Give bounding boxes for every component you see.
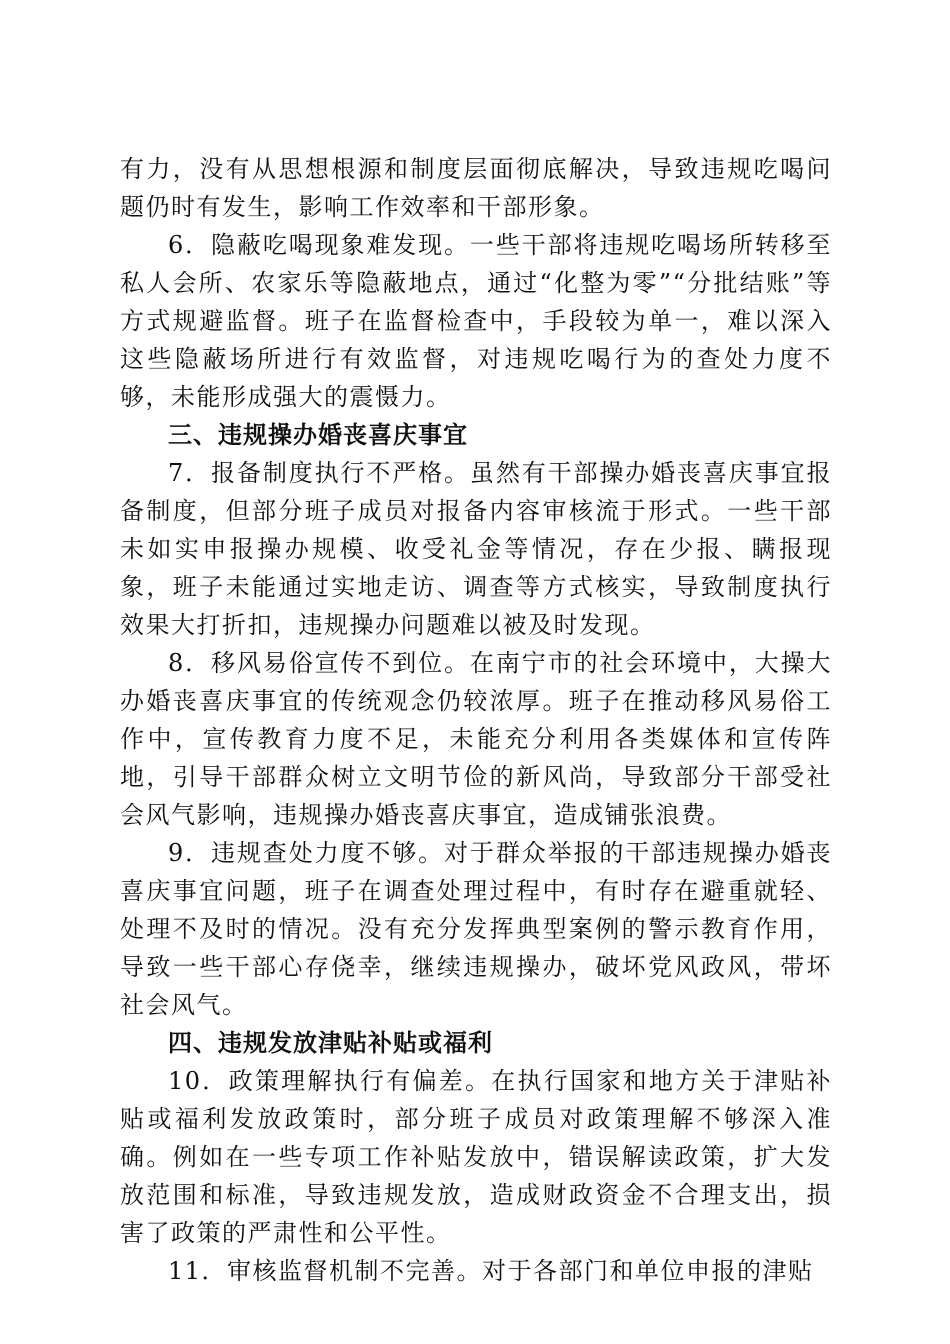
paragraph-item-7: 7．报备制度执行不严格。虽然有干部操办婚丧喜庆事宜报备制度，但部分班子成员对报备内容审核流于形式。一些干部未如实申报操办规模、收受礼金等情况，存在少报、瞒报现象，班子未能通过实地走访、调查等方式核实，导致制度执行效果大打折扣，违规操办问题难以被及时发现。 bbox=[120, 459, 832, 639]
paragraph-item-10: 10．政策理解执行有偏差。在执行国家和地方关于津贴补贴或福利发放政策时，部分班子成员对政策理解不够深入准确。例如在一些专项工作补贴发放中，错误解读政策，扩大发放范围和标准，导致违规发放，造成财政资金不合理支出，损害了政策的严肃性和公平性。 bbox=[120, 1067, 832, 1247]
section-heading-3: 三、违规操办婚丧喜庆事宜 bbox=[168, 421, 468, 449]
paragraph-item-6: 6．隐蔽吃喝现象难发现。一些干部将违规吃喝场所转移至私人会所、农家乐等隐蔽地点，通过“化整为零”“分批结账”等方式规避监督。班子在监督检查中，手段较为单一，难以深入这些隐蔽场所进行有效监督，对违规吃喝行为的查处力度不够，未能形成强大的震慑力。 bbox=[120, 231, 832, 411]
paragraph-item-9: 9．违规查处力度不够。对于群众举报的干部违规操办婚丧喜庆事宜问题，班子在调查处理过程中，有时存在避重就轻、处理不及时的情况。没有充分发挥典型案例的警示教育作用，导致一些干部心存侥幸，继续违规操办，破坏党风政风，带坏社会风气。 bbox=[120, 839, 832, 1019]
paragraph-continuation: 有力，没有从思想根源和制度层面彻底解决，导致违规吃喝问题仍时有发生，影响工作效率和干部形象。 bbox=[120, 155, 832, 221]
document-page bbox=[120, 150, 832, 1290]
paragraph-item-11: 11．审核监督机制不完善。对于各部门和单位申报的津贴 bbox=[168, 1257, 814, 1285]
section-heading-4: 四、违规发放津贴补贴或福利 bbox=[168, 1029, 493, 1057]
paragraph-item-8: 8．移风易俗宣传不到位。在南宁市的社会环境中，大操大办婚丧喜庆事宜的传统观念仍较浓厚。班子在推动移风易俗工作中，宣传教育力度不足，未能充分利用各类媒体和宣传阵地，引导干部群众树立文明节俭的新风尚，导致部分干部受社会风气影响，违规操办婚丧喜庆事宜，造成铺张浪费。 bbox=[120, 649, 832, 829]
